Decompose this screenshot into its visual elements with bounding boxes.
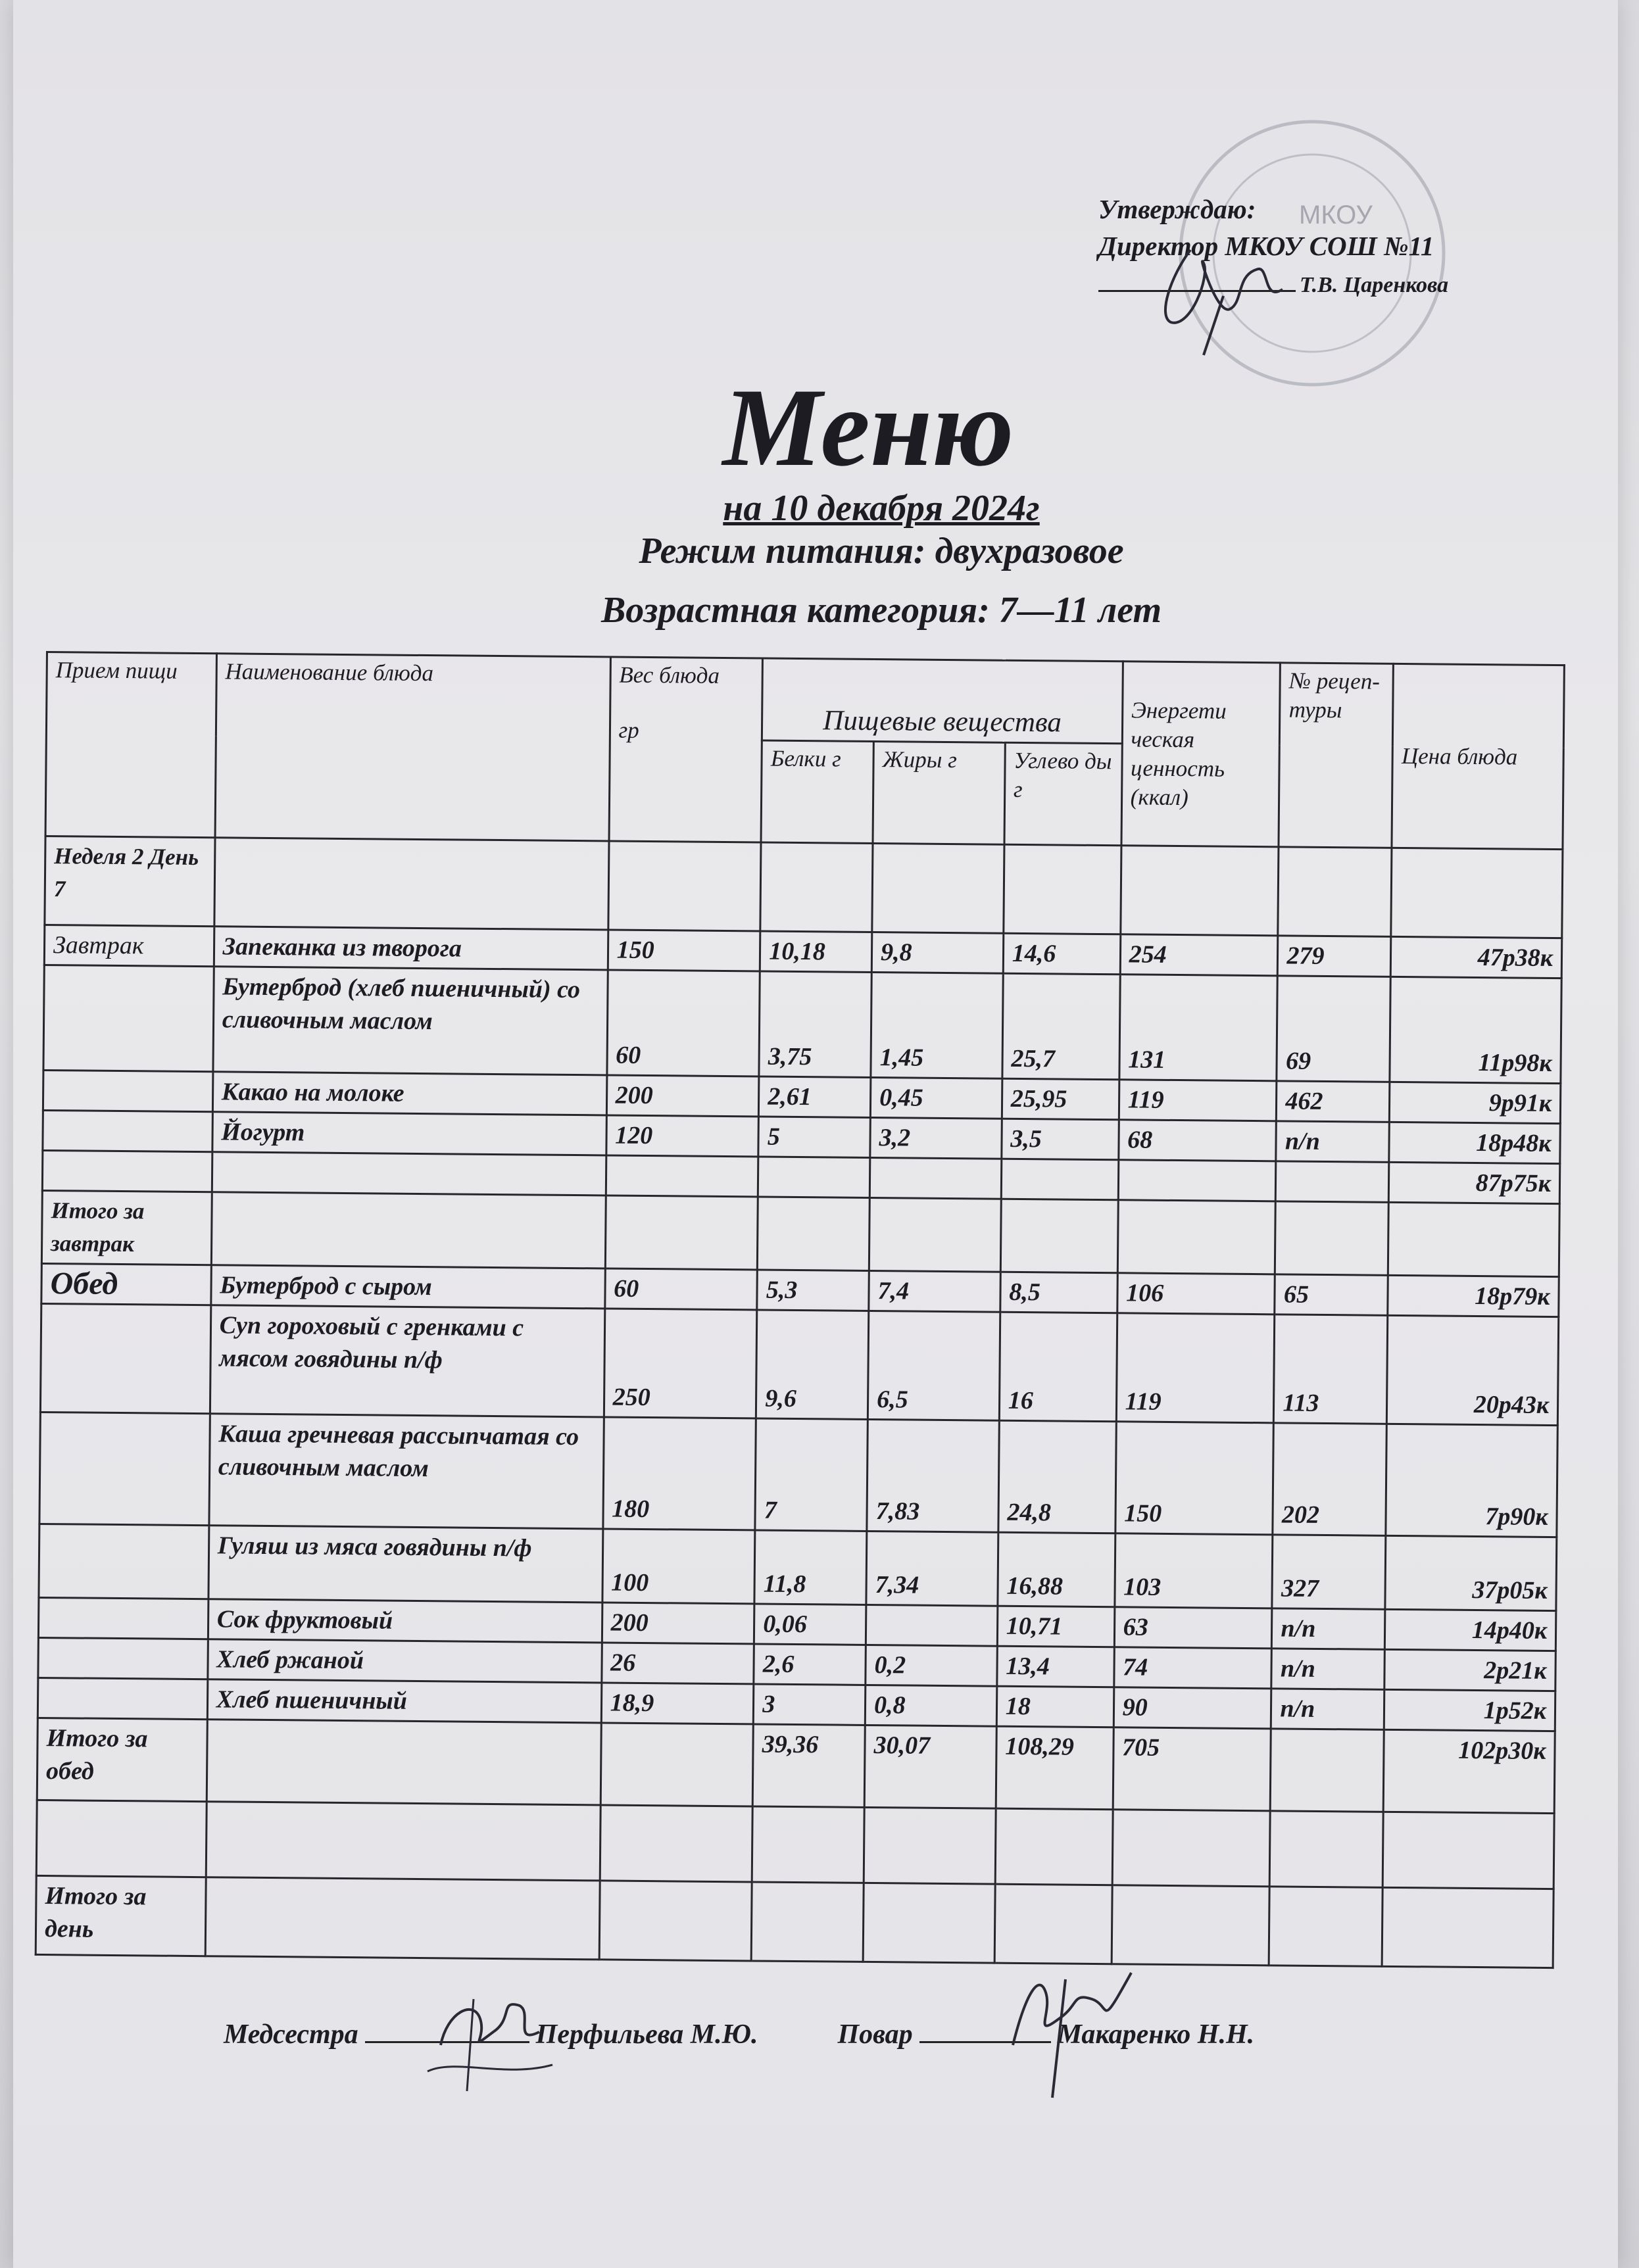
- weight-cell: 100: [602, 1529, 756, 1604]
- empty-cell: [600, 1723, 754, 1806]
- recipe-cell: 65: [1275, 1274, 1388, 1315]
- price-cell: 11р98к: [1390, 977, 1561, 1083]
- page-title: Меню: [722, 366, 1014, 489]
- stamp-text: МКОУ: [1299, 201, 1373, 229]
- recipe-cell: 69: [1277, 976, 1390, 1082]
- energy-cell: 131: [1119, 975, 1278, 1081]
- protein-cell: [758, 1197, 870, 1270]
- meal-cell: [40, 1303, 210, 1413]
- empty-cell: [1120, 846, 1279, 936]
- empty-cell: [1269, 1887, 1383, 1966]
- recipe-cell: п/п: [1271, 1649, 1384, 1689]
- carbs-cell: 14,6: [1003, 933, 1120, 975]
- fat-cell: 0,45: [870, 1077, 1002, 1119]
- recipe-cell: п/п: [1272, 1608, 1385, 1649]
- age-category: Возрастная категория: 7—11 лет: [600, 590, 1162, 631]
- protein-cell: 2,61: [759, 1076, 871, 1117]
- empty-cell: [751, 1882, 864, 1962]
- header-energy: Энергети ческая ценность (ккал): [1121, 662, 1281, 847]
- carbs-cell: 13,4: [997, 1646, 1114, 1687]
- recipe-cell: п/п: [1276, 1121, 1389, 1162]
- carbs-cell: 16: [999, 1312, 1117, 1422]
- nurse-label: Медсестра: [224, 2019, 358, 2050]
- nurse-name: Перфильева М.Ю.: [535, 2019, 758, 2050]
- fat-cell: 1,45: [871, 972, 1003, 1078]
- menu-date: на 10 декабря 2024г: [723, 488, 1040, 529]
- empty-cell: [1270, 1811, 1384, 1887]
- empty-cell: [600, 1805, 753, 1882]
- dish-cell: Гуляш из мяса говядины п/ф: [208, 1526, 603, 1603]
- lunch-total-label: Итого за обед: [37, 1718, 207, 1801]
- meal-cell: [43, 1110, 212, 1151]
- energy-cell: 254: [1120, 934, 1278, 976]
- weight-cell: 60: [604, 1268, 757, 1310]
- dish-cell: Хлеб ржаной: [208, 1639, 602, 1683]
- empty-cell: [214, 838, 609, 930]
- meal-cell: Завтрак: [44, 925, 214, 966]
- weight-cell: [605, 1195, 758, 1270]
- energy-cell: 90: [1113, 1687, 1271, 1729]
- header-recipe: № рецеп- туры: [1279, 663, 1393, 848]
- price-cell: 47р38к: [1391, 936, 1562, 978]
- fat-cell: 7,34: [866, 1531, 998, 1606]
- cook-signature: [987, 1953, 1144, 2104]
- carbs-cell: 24,8: [998, 1420, 1116, 1533]
- header-meal: Прием пищи: [45, 652, 216, 838]
- empty-cell: [863, 1883, 995, 1963]
- price-cell: 18р48к: [1389, 1122, 1560, 1163]
- approval-label: Утверждаю:: [1098, 194, 1256, 224]
- recipe-cell: 113: [1274, 1315, 1388, 1424]
- energy-cell: [1117, 1200, 1276, 1274]
- weight-cell: 60: [607, 970, 760, 1076]
- lunch-total-energy: 705: [1113, 1727, 1271, 1811]
- approval-name: Т.В. Царенкова: [1300, 273, 1449, 297]
- fat-cell: 7,4: [869, 1270, 1000, 1312]
- weight-cell: 120: [606, 1115, 758, 1157]
- empty-cell: [1278, 847, 1392, 936]
- carbs-cell: 25,95: [1002, 1078, 1119, 1120]
- fat-cell: [866, 1604, 997, 1646]
- lunch-total-price: 102р30к: [1383, 1729, 1555, 1813]
- meal-cell: [39, 1524, 209, 1599]
- dish-cell: Сок фруктовый: [208, 1599, 602, 1643]
- meal-cell: [43, 965, 214, 1071]
- meal-cell: [43, 1070, 212, 1111]
- price-cell: 1р52к: [1384, 1689, 1555, 1731]
- meal-cell: [38, 1637, 208, 1679]
- weight-cell: 250: [604, 1309, 757, 1418]
- energy-cell: 103: [1115, 1533, 1273, 1608]
- carbs-cell: 3,5: [1002, 1119, 1119, 1160]
- header-dish: Наименование блюда: [215, 654, 610, 841]
- price-cell: 37р05к: [1385, 1535, 1557, 1610]
- protein-cell: 11,8: [754, 1530, 867, 1604]
- recipe-cell: п/п: [1271, 1689, 1384, 1729]
- cook-name: Макаренко Н.Н.: [1057, 2019, 1255, 2050]
- empty-cell: [1004, 844, 1121, 934]
- empty-cell: [864, 1807, 996, 1884]
- table-row: [39, 1524, 1557, 1610]
- fat-cell: 3,2: [870, 1117, 1002, 1159]
- weight-cell: 26: [601, 1643, 754, 1684]
- recipe-cell: 202: [1273, 1423, 1386, 1535]
- fat-cell: 0,2: [866, 1645, 997, 1686]
- carbs-cell: 8,5: [1000, 1272, 1117, 1313]
- fat-cell: 0,8: [865, 1685, 996, 1726]
- empty-cell: [1382, 1812, 1554, 1889]
- weight-cell: 200: [602, 1603, 754, 1644]
- header-protein: Белки г: [761, 740, 873, 843]
- protein-cell: [758, 1157, 870, 1197]
- approval-position: Директор МКОУ СОШ №11: [1098, 231, 1434, 261]
- empty-cell: [1391, 848, 1563, 938]
- empty-cell: [608, 841, 761, 931]
- dish-cell: Запеканка из творога: [214, 927, 608, 970]
- price-cell: 14р40к: [1385, 1609, 1556, 1651]
- empty-cell: [36, 1800, 207, 1877]
- fat-cell: [869, 1197, 1001, 1272]
- header-price: Цена блюда: [1392, 664, 1564, 849]
- table-row: [43, 965, 1561, 1083]
- meal-cell: Обед: [41, 1263, 211, 1305]
- weight-cell: 18,9: [601, 1683, 754, 1724]
- protein-cell: 3: [754, 1684, 866, 1725]
- empty-cell: [206, 1802, 600, 1881]
- lunch-total-carbs: 108,29: [996, 1726, 1113, 1810]
- price-cell: 9р91к: [1390, 1082, 1561, 1123]
- dish-cell: Какао на молоке: [212, 1072, 606, 1115]
- carbs-cell: 10,71: [997, 1606, 1114, 1647]
- empty-cell: [207, 1720, 601, 1805]
- carbs-cell: [1001, 1159, 1118, 1200]
- energy-cell: 119: [1116, 1313, 1275, 1423]
- dish-cell: [211, 1192, 606, 1268]
- header-nutrients: Пищевые вещества: [762, 658, 1123, 744]
- energy-cell: [1118, 1160, 1276, 1201]
- price-cell: 20р43к: [1387, 1315, 1559, 1425]
- nurse-signature: [401, 1973, 566, 2098]
- protein-cell: 5: [758, 1117, 870, 1157]
- recipe-cell: [1276, 1161, 1389, 1202]
- dish-cell: Каша гречневая рассыпчатая со сливочным маслом: [209, 1414, 604, 1529]
- table-row: [40, 1303, 1558, 1425]
- carbs-cell: 18: [996, 1686, 1113, 1727]
- week-day-label: Неделя 2 День 7: [45, 836, 215, 927]
- header-weight-label: Вес блюда: [619, 662, 720, 688]
- protein-cell: 10,18: [760, 931, 872, 972]
- dish-cell: Хлеб пшеничный: [207, 1679, 601, 1723]
- cook-label: Повар: [837, 2019, 913, 2050]
- energy-cell: 119: [1119, 1080, 1277, 1121]
- header-fat: Жиры г: [873, 741, 1005, 844]
- empty-cell: [1382, 1887, 1553, 1967]
- price-cell: [1388, 1202, 1560, 1276]
- energy-cell: 63: [1114, 1607, 1272, 1649]
- energy-cell: 68: [1118, 1120, 1276, 1161]
- breakfast-total-label: Итого за завтрак: [41, 1190, 212, 1265]
- header-weight-unit: гр: [618, 717, 639, 743]
- fat-cell: 9,8: [871, 932, 1003, 973]
- fat-cell: [869, 1157, 1001, 1199]
- empty-cell: [760, 842, 873, 932]
- header-carbs: Углево ды г: [1004, 742, 1122, 846]
- empty-cell: [872, 843, 1004, 933]
- breakfast-total-price: 87р75к: [1389, 1162, 1560, 1203]
- table-row: [36, 1800, 1554, 1889]
- weight-cell: [606, 1155, 758, 1197]
- dish-cell: Йогурт: [212, 1112, 606, 1155]
- day-total-label: Итого за день: [36, 1875, 206, 1956]
- protein-cell: 7: [755, 1418, 868, 1531]
- weight-cell: 180: [602, 1417, 756, 1530]
- empty-cell: [1271, 1729, 1384, 1812]
- protein-cell: 5,3: [757, 1270, 869, 1311]
- price-cell: 2р21к: [1384, 1649, 1555, 1691]
- energy-cell: 74: [1113, 1647, 1271, 1689]
- menu-table: [35, 651, 1565, 1969]
- empty-cell: [752, 1806, 864, 1883]
- protein-cell: 0,06: [754, 1604, 866, 1645]
- fat-cell: 7,83: [867, 1419, 999, 1532]
- recipe-cell: 462: [1277, 1081, 1390, 1122]
- director-signature: [1131, 237, 1302, 362]
- table-row: [41, 1190, 1559, 1276]
- meal-cell: [42, 1150, 212, 1192]
- recipe-cell: 327: [1272, 1535, 1386, 1609]
- day-total-row: [36, 1875, 1553, 1967]
- dish-cell: Бутерброд с сыром: [211, 1265, 605, 1309]
- table-row: [39, 1412, 1557, 1537]
- weight-cell: 200: [606, 1075, 759, 1117]
- meal-regime: Режим питания: двухразовое: [639, 531, 1124, 571]
- price-cell: 18р79к: [1388, 1275, 1559, 1316]
- recipe-cell: 279: [1278, 936, 1391, 977]
- protein-cell: 3,75: [759, 971, 871, 1077]
- empty-cell: [994, 1884, 1112, 1964]
- dish-cell: [212, 1152, 606, 1195]
- empty-cell: [205, 1877, 600, 1960]
- carbs-cell: [1000, 1199, 1118, 1273]
- header-weight: [609, 657, 763, 842]
- empty-cell: [599, 1881, 752, 1961]
- protein-cell: 9,6: [756, 1310, 869, 1419]
- recipe-cell: [1275, 1201, 1389, 1275]
- empty-cell: [1112, 1810, 1271, 1887]
- fat-cell: 6,5: [868, 1311, 1000, 1420]
- lunch-total-row: [37, 1718, 1555, 1813]
- protein-cell: 2,6: [754, 1644, 866, 1685]
- weight-cell: 150: [608, 930, 760, 971]
- meal-cell: [39, 1412, 210, 1525]
- lunch-total-fat: 30,07: [864, 1725, 996, 1808]
- energy-cell: 150: [1115, 1422, 1273, 1535]
- price-cell: 7р90к: [1386, 1424, 1557, 1537]
- carbs-cell: 16,88: [998, 1532, 1115, 1607]
- meal-cell: [38, 1597, 208, 1639]
- carbs-cell: 25,7: [1002, 973, 1120, 1080]
- dish-cell: Бутерброд (хлеб пшеничный) со сливочным маслом: [213, 967, 608, 1075]
- meal-cell: [37, 1677, 207, 1719]
- empty-cell: [995, 1808, 1113, 1885]
- dish-cell: Суп гороховый с гренками с мясом говядины п/ф: [210, 1305, 604, 1417]
- energy-cell: 106: [1117, 1273, 1275, 1315]
- lunch-total-protein: 39,36: [752, 1724, 865, 1807]
